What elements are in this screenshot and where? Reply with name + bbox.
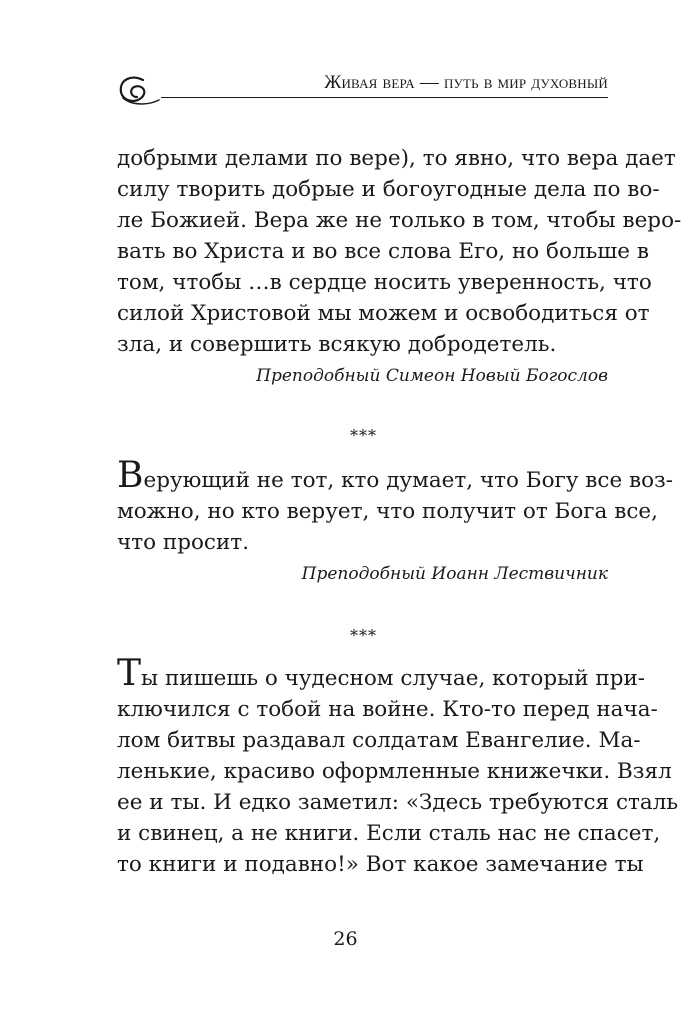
passage (117, 653, 679, 880)
text-line: и свинец, а не книги. Если сталь нас не спасет, (117, 821, 661, 846)
running-header (117, 68, 612, 108)
passage (117, 143, 682, 388)
running-title: Живая вера — путь в мир духовный (324, 72, 608, 93)
attribution: Преподобный Симеон Новый Богослов (256, 366, 608, 386)
text-line: добрыми делами по вере), то явно, что вера дает (117, 146, 676, 171)
text-line: том, чтобы …в сердце носить уверенность, что (117, 270, 652, 295)
attribution: Преподобный Иоанн Лествичник (301, 564, 608, 584)
drop-cap: Т (117, 653, 142, 694)
passage (117, 455, 674, 586)
page-content (117, 143, 682, 880)
ornament-icon (117, 72, 161, 108)
text-line: вать во Христа и во все слова Его, но больше в (117, 239, 649, 264)
section-separator: *** (350, 426, 377, 445)
section-separator: *** (350, 626, 377, 645)
text-line-content: ерующий не тот, кто думает, что Богу все воз- (143, 468, 674, 493)
text-line (117, 455, 674, 496)
paragraph (117, 455, 674, 558)
text-line: можно, но кто верует, что получит от Бога все, (117, 499, 658, 524)
drop-cap: В (117, 455, 144, 496)
text-line-content: ы пишешь о чудесном случае, который при- (141, 666, 646, 691)
text-line: ленькие, красиво оформленные книжечки. Взял (117, 759, 672, 784)
text-line: зла, и совершить всякую добродетель. (117, 332, 557, 357)
paragraph (117, 653, 679, 880)
text-line (117, 653, 646, 694)
text-line: ле Божией. Вера же не только в том, чтобы веро- (117, 208, 682, 233)
text-line: ключился с тобой на войне. Кто-то перед нача- (117, 697, 658, 722)
text-line: то книги и подавно!» Вот какое замечание ты (117, 852, 644, 877)
text-line: силу творить добрые и богоугодные дела по во- (117, 177, 660, 202)
header-rule (161, 97, 608, 98)
paragraph (117, 143, 682, 360)
text-line: силой Христовой мы можем и освободиться от (117, 301, 650, 326)
text-line: ее и ты. И едко заметил: «Здесь требуются сталь (117, 790, 679, 815)
text-line: лом битвы раздавал солдатам Евангелие. Ма- (117, 728, 641, 753)
text-line: что просит. (117, 530, 250, 555)
page-number: 26 (333, 928, 358, 950)
